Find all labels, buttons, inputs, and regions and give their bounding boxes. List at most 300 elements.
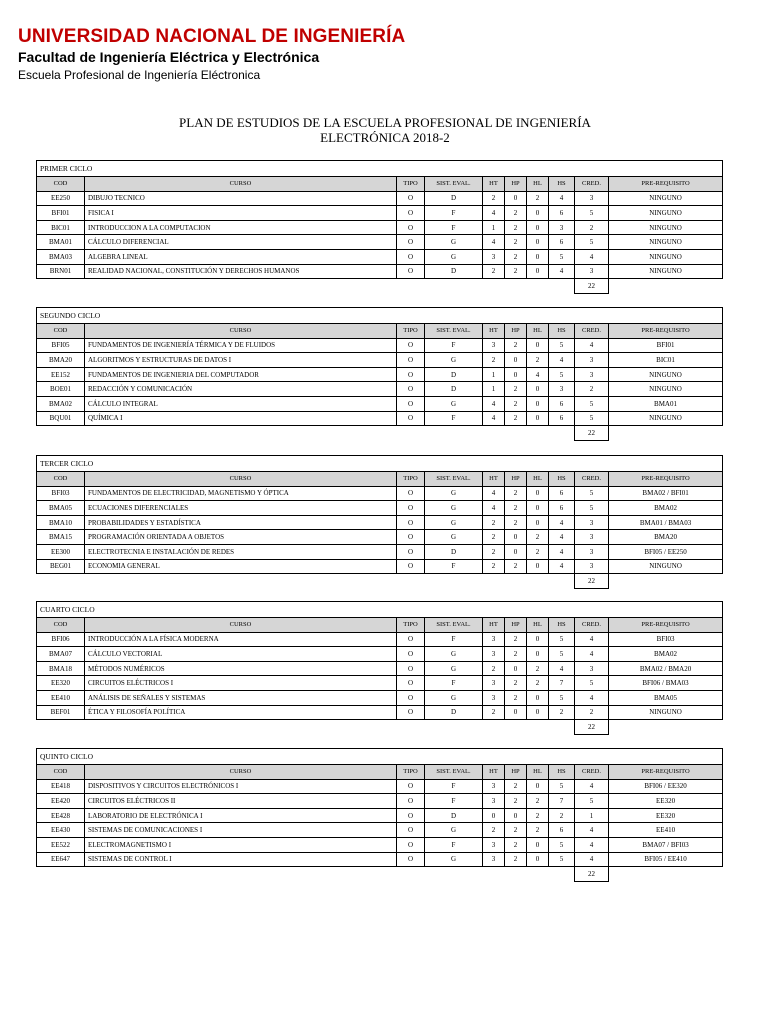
column-header: HT [483, 765, 505, 780]
title-line-2: ELECTRÓNICA 2018-2 [320, 130, 450, 145]
table-cell: 0 [527, 690, 549, 705]
table-cell: 6 [549, 501, 575, 516]
table-cell: 5 [549, 779, 575, 794]
table-cell: BMA01 [609, 396, 723, 411]
table-cell: BFI06 / EE320 [609, 779, 723, 794]
table-cell: BFI03 [609, 632, 723, 647]
table-cell: 2 [483, 544, 505, 559]
column-header: TIPO [397, 765, 425, 780]
course-code: EE418 [37, 779, 85, 794]
column-header: HT [483, 618, 505, 633]
course-name: FUNDAMENTOS DE ELECTRICIDAD, MAGNETISMO Y ÓPTICA [85, 486, 397, 501]
table-row [37, 382, 723, 397]
column-header: CRED. [575, 324, 609, 339]
table-row [37, 411, 723, 426]
table-cell: 5 [549, 338, 575, 353]
title-line-1: PLAN DE ESTUDIOS DE LA ESCUELA PROFESIONAL DE INGENIERÍA [179, 115, 591, 130]
table-cell: O [397, 235, 425, 250]
credit-total: 22 [575, 279, 609, 294]
course-name: ALGORITMOS Y ESTRUCTURAS DE DATOS I [85, 353, 397, 368]
table-cell: BMA07 / BFI03 [609, 837, 723, 852]
table-row [37, 837, 723, 852]
table-cell: 2 [505, 338, 527, 353]
table-cell: 0 [527, 779, 549, 794]
table-cell: 3 [483, 852, 505, 867]
table-cell: 4 [549, 544, 575, 559]
table-cell: 4 [575, 837, 609, 852]
course-code: BEG01 [37, 559, 85, 574]
table-cell: G [425, 852, 483, 867]
table-cell: O [397, 338, 425, 353]
table-cell: F [425, 206, 483, 221]
table-cell: G [425, 396, 483, 411]
table-cell: 0 [527, 852, 549, 867]
course-table [36, 160, 723, 294]
course-code: EE647 [37, 852, 85, 867]
table-cell: O [397, 823, 425, 838]
table-cell: 3 [483, 779, 505, 794]
course-code: EE152 [37, 367, 85, 382]
table-cell: 2 [505, 220, 527, 235]
table-cell: 1 [483, 367, 505, 382]
course-name: REDACCIÓN Y COMUNICACIÓN [85, 382, 397, 397]
column-header: COD [37, 618, 85, 633]
credit-total: 22 [575, 574, 609, 589]
table-cell: F [425, 338, 483, 353]
table-cell: G [425, 647, 483, 662]
table-cell: 4 [575, 647, 609, 662]
table-cell: 2 [505, 837, 527, 852]
table-cell: BMA05 [609, 690, 723, 705]
column-header: CURSO [85, 177, 397, 192]
table-cell: G [425, 661, 483, 676]
table-cell: 4 [549, 264, 575, 279]
column-header: SIST. EVAL. [425, 472, 483, 487]
course-code: BIC01 [37, 220, 85, 235]
table-row [37, 676, 723, 691]
table-cell: 4 [549, 530, 575, 545]
course-code: EE420 [37, 794, 85, 809]
table-cell: O [397, 837, 425, 852]
table-cell: 5 [575, 206, 609, 221]
table-cell: BIC01 [609, 353, 723, 368]
table-cell: BMA02 [609, 501, 723, 516]
table-cell: NINGUNO [609, 411, 723, 426]
table-cell: O [397, 486, 425, 501]
table-cell: 2 [505, 823, 527, 838]
column-header: SIST. EVAL. [425, 765, 483, 780]
table-row [37, 515, 723, 530]
column-header: HL [527, 324, 549, 339]
course-table [36, 307, 723, 441]
course-table [36, 455, 723, 589]
course-code: BMA20 [37, 353, 85, 368]
table-cell: 6 [549, 411, 575, 426]
course-name: INTRODUCCIÓN A LA FÍSICA MODERNA [85, 632, 397, 647]
column-header: CURSO [85, 765, 397, 780]
column-header-row [37, 324, 723, 339]
table-cell: O [397, 191, 425, 206]
table-cell: 4 [575, 690, 609, 705]
table-cell: NINGUNO [609, 559, 723, 574]
column-header: TIPO [397, 177, 425, 192]
table-cell: 2 [505, 647, 527, 662]
column-header: PRE-REQUISITO [609, 618, 723, 633]
table-cell: O [397, 852, 425, 867]
table-cell: 0 [505, 705, 527, 720]
column-header: CRED. [575, 177, 609, 192]
table-cell: 0 [505, 661, 527, 676]
course-name: ECONOMIA GENERAL [85, 559, 397, 574]
column-header: HP [505, 472, 527, 487]
table-cell: 2 [527, 794, 549, 809]
table-cell: 6 [549, 206, 575, 221]
table-row [37, 794, 723, 809]
table-cell: 2 [527, 530, 549, 545]
table-cell: 2 [483, 705, 505, 720]
table-cell: 2 [505, 515, 527, 530]
course-code: BMA18 [37, 661, 85, 676]
table-cell: 3 [483, 632, 505, 647]
table-cell: D [425, 544, 483, 559]
table-cell: 5 [575, 501, 609, 516]
course-name: SISTEMAS DE COMUNICACIONES I [85, 823, 397, 838]
table-row [37, 206, 723, 221]
course-name: CIRCUITOS ELÉCTRICOS II [85, 794, 397, 809]
table-cell: 0 [505, 191, 527, 206]
table-cell: 0 [505, 353, 527, 368]
table-cell: 0 [527, 632, 549, 647]
table-cell: NINGUNO [609, 235, 723, 250]
column-header: COD [37, 324, 85, 339]
table-cell: 3 [483, 249, 505, 264]
course-name: ECUACIONES DIFERENCIALES [85, 501, 397, 516]
table-cell: 5 [575, 486, 609, 501]
table-cell: 3 [549, 220, 575, 235]
table-row [37, 249, 723, 264]
university-name: UNIVERSIDAD NACIONAL DE INGENIERÍA [18, 26, 406, 47]
table-cell: 5 [549, 647, 575, 662]
table-cell: 2 [505, 206, 527, 221]
table-cell: 4 [575, 779, 609, 794]
column-header: SIST. EVAL. [425, 324, 483, 339]
table-cell: NINGUNO [609, 382, 723, 397]
course-code: BOE01 [37, 382, 85, 397]
table-cell: O [397, 705, 425, 720]
table-cell: 5 [575, 396, 609, 411]
table-cell: D [425, 191, 483, 206]
table-row [37, 852, 723, 867]
table-cell: 6 [549, 486, 575, 501]
table-cell: BMA01 / BMA03 [609, 515, 723, 530]
column-header: HS [549, 324, 575, 339]
table-row [37, 486, 723, 501]
course-name: REALIDAD NACIONAL, CONSTITUCIÓN Y DERECHOS HUMANOS [85, 264, 397, 279]
table-cell: D [425, 808, 483, 823]
table-cell: 2 [505, 486, 527, 501]
table-cell: 4 [575, 338, 609, 353]
table-row [37, 690, 723, 705]
table-cell: 4 [549, 353, 575, 368]
column-header: COD [37, 177, 85, 192]
table-cell: 4 [549, 191, 575, 206]
table-cell: 2 [505, 852, 527, 867]
table-cell: 0 [527, 338, 549, 353]
column-header: PRE-REQUISITO [609, 472, 723, 487]
course-name: DIBUJO TECNICO [85, 191, 397, 206]
table-cell: F [425, 411, 483, 426]
table-cell: 0 [527, 235, 549, 250]
column-header: CURSO [85, 324, 397, 339]
table-cell: 3 [575, 559, 609, 574]
table-cell: 2 [549, 705, 575, 720]
table-cell: 1 [483, 220, 505, 235]
column-header-row [37, 177, 723, 192]
table-row [37, 559, 723, 574]
table-cell: O [397, 220, 425, 235]
table-cell: 3 [483, 338, 505, 353]
table-cell: 5 [549, 837, 575, 852]
table-cell: D [425, 705, 483, 720]
table-cell: O [397, 515, 425, 530]
table-cell: 0 [527, 501, 549, 516]
table-cell: 3 [575, 544, 609, 559]
table-cell: 5 [575, 794, 609, 809]
table-cell: 3 [575, 367, 609, 382]
table-cell: O [397, 411, 425, 426]
table-cell: 2 [575, 220, 609, 235]
table-cell: 5 [549, 852, 575, 867]
column-header: HS [549, 177, 575, 192]
table-cell: O [397, 501, 425, 516]
ciclo-name: PRIMER CICLO [37, 161, 723, 177]
credit-total: 22 [575, 867, 609, 882]
table-cell: 2 [527, 191, 549, 206]
table-cell: BMA02 / BFI01 [609, 486, 723, 501]
course-name: FUNDAMENTOS DE INGENIERIA DEL COMPUTADOR [85, 367, 397, 382]
course-code: BMA07 [37, 647, 85, 662]
table-cell: 2 [505, 411, 527, 426]
table-cell: 0 [527, 515, 549, 530]
table-cell: 3 [575, 353, 609, 368]
course-name: MÉTODOS NUMÉRICOS [85, 661, 397, 676]
table-row [37, 632, 723, 647]
table-cell: 3 [575, 530, 609, 545]
table-cell: 3 [575, 515, 609, 530]
table-cell: BFI05 / EE250 [609, 544, 723, 559]
table-row [37, 191, 723, 206]
table-cell: 0 [483, 808, 505, 823]
table-cell: O [397, 632, 425, 647]
table-cell: 4 [549, 661, 575, 676]
table-cell: BFI05 / EE410 [609, 852, 723, 867]
table-cell: NINGUNO [609, 206, 723, 221]
table-cell: EE320 [609, 794, 723, 809]
course-name: CÁLCULO VECTORIAL [85, 647, 397, 662]
table-cell: G [425, 530, 483, 545]
table-cell: 4 [483, 501, 505, 516]
ciclo-section [36, 601, 722, 735]
column-header: HP [505, 765, 527, 780]
table-cell: O [397, 647, 425, 662]
course-code: BFI06 [37, 632, 85, 647]
table-cell: 0 [527, 396, 549, 411]
column-header: TIPO [397, 618, 425, 633]
table-cell: 2 [505, 396, 527, 411]
ciclo-name: CUARTO CICLO [37, 602, 723, 618]
table-cell: 5 [549, 249, 575, 264]
table-cell: 7 [549, 794, 575, 809]
table-cell: 0 [505, 530, 527, 545]
column-header: HP [505, 618, 527, 633]
table-cell: 4 [483, 411, 505, 426]
column-header: PRE-REQUISITO [609, 177, 723, 192]
course-code: BFI05 [37, 338, 85, 353]
table-cell: 0 [527, 264, 549, 279]
table-cell: F [425, 794, 483, 809]
table-cell: 5 [575, 411, 609, 426]
table-cell: 2 [483, 515, 505, 530]
course-name: DISPOSITIVOS Y CIRCUITOS ELECTRÓNICOS I [85, 779, 397, 794]
table-cell: 5 [549, 367, 575, 382]
column-header: CURSO [85, 472, 397, 487]
table-row [37, 647, 723, 662]
table-row [37, 808, 723, 823]
column-header: TIPO [397, 472, 425, 487]
course-name: ÉTICA Y FILOSOFÍA POLÍTICA [85, 705, 397, 720]
course-table [36, 601, 723, 735]
table-row [37, 220, 723, 235]
table-cell: O [397, 382, 425, 397]
table-cell: 6 [549, 823, 575, 838]
table-cell: 2 [527, 353, 549, 368]
table-cell: D [425, 382, 483, 397]
table-cell: 0 [527, 647, 549, 662]
table-cell: BMA02 / BMA20 [609, 661, 723, 676]
column-header: HP [505, 324, 527, 339]
course-code: BFI03 [37, 486, 85, 501]
table-cell: 3 [575, 264, 609, 279]
column-header: COD [37, 765, 85, 780]
table-cell: 0 [527, 411, 549, 426]
column-header: PRE-REQUISITO [609, 324, 723, 339]
table-cell: 3 [483, 647, 505, 662]
table-cell: BFI01 [609, 338, 723, 353]
table-cell: F [425, 632, 483, 647]
table-cell: 2 [505, 501, 527, 516]
table-cell: 0 [505, 544, 527, 559]
column-header: CRED. [575, 618, 609, 633]
table-cell: 2 [505, 264, 527, 279]
table-cell: F [425, 779, 483, 794]
table-cell: 2 [575, 705, 609, 720]
table-cell: 0 [527, 206, 549, 221]
table-cell: 3 [575, 191, 609, 206]
table-cell: D [425, 367, 483, 382]
course-name: ALGEBRA LINEAL [85, 249, 397, 264]
course-name: SISTEMAS DE CONTROL I [85, 852, 397, 867]
course-code: BMA05 [37, 501, 85, 516]
table-cell: 2 [483, 823, 505, 838]
table-cell: 6 [549, 396, 575, 411]
table-cell: 2 [483, 191, 505, 206]
column-header-row [37, 472, 723, 487]
table-cell: G [425, 235, 483, 250]
ciclo-name: TERCER CICLO [37, 456, 723, 472]
table-cell: G [425, 501, 483, 516]
table-cell: G [425, 249, 483, 264]
course-name: PROBABILIDADES Y ESTADÍSTICA [85, 515, 397, 530]
table-cell: 3 [575, 661, 609, 676]
table-cell: 5 [575, 676, 609, 691]
column-header: HP [505, 177, 527, 192]
table-cell: O [397, 690, 425, 705]
course-name: LABORATORIO DE ELECTRÓNICA I [85, 808, 397, 823]
table-cell: 2 [527, 676, 549, 691]
ciclo-section [36, 160, 722, 294]
column-header: HT [483, 177, 505, 192]
column-header-row [37, 765, 723, 780]
course-code: BFI01 [37, 206, 85, 221]
table-cell: 2 [483, 264, 505, 279]
table-cell: 2 [505, 676, 527, 691]
table-row [37, 353, 723, 368]
table-cell: 4 [575, 852, 609, 867]
table-cell: NINGUNO [609, 367, 723, 382]
table-cell: NINGUNO [609, 249, 723, 264]
table-cell: BMA02 [609, 647, 723, 662]
column-header: HL [527, 177, 549, 192]
table-cell: F [425, 559, 483, 574]
table-cell: 5 [575, 235, 609, 250]
course-code: BMA03 [37, 249, 85, 264]
table-cell: 4 [483, 486, 505, 501]
table-cell: 7 [549, 676, 575, 691]
column-header: CURSO [85, 618, 397, 633]
table-cell: 3 [483, 690, 505, 705]
column-header: HT [483, 472, 505, 487]
table-row [37, 338, 723, 353]
ciclo-name: QUINTO CICLO [37, 749, 723, 765]
credit-total: 22 [575, 426, 609, 441]
table-cell: 0 [505, 367, 527, 382]
table-row [37, 705, 723, 720]
table-cell: O [397, 396, 425, 411]
course-code: BMA15 [37, 530, 85, 545]
table-row [37, 779, 723, 794]
course-name: CÁLCULO DIFERENCIAL [85, 235, 397, 250]
table-cell: 4 [483, 206, 505, 221]
table-cell: 2 [505, 382, 527, 397]
course-name: ELECTROTECNIA E INSTALACIÓN DE REDES [85, 544, 397, 559]
table-cell: O [397, 779, 425, 794]
table-cell: F [425, 676, 483, 691]
ciclo-section [36, 307, 722, 441]
table-cell: 2 [505, 632, 527, 647]
ciclo-section [36, 748, 722, 882]
table-cell: EE320 [609, 808, 723, 823]
table-cell: G [425, 515, 483, 530]
column-header: CRED. [575, 765, 609, 780]
column-header: SIST. EVAL. [425, 618, 483, 633]
table-cell: 2 [505, 779, 527, 794]
column-header: PRE-REQUISITO [609, 765, 723, 780]
document-title [120, 115, 650, 145]
table-cell: G [425, 486, 483, 501]
table-cell: O [397, 676, 425, 691]
table-cell: 0 [527, 837, 549, 852]
table-cell: 4 [549, 559, 575, 574]
